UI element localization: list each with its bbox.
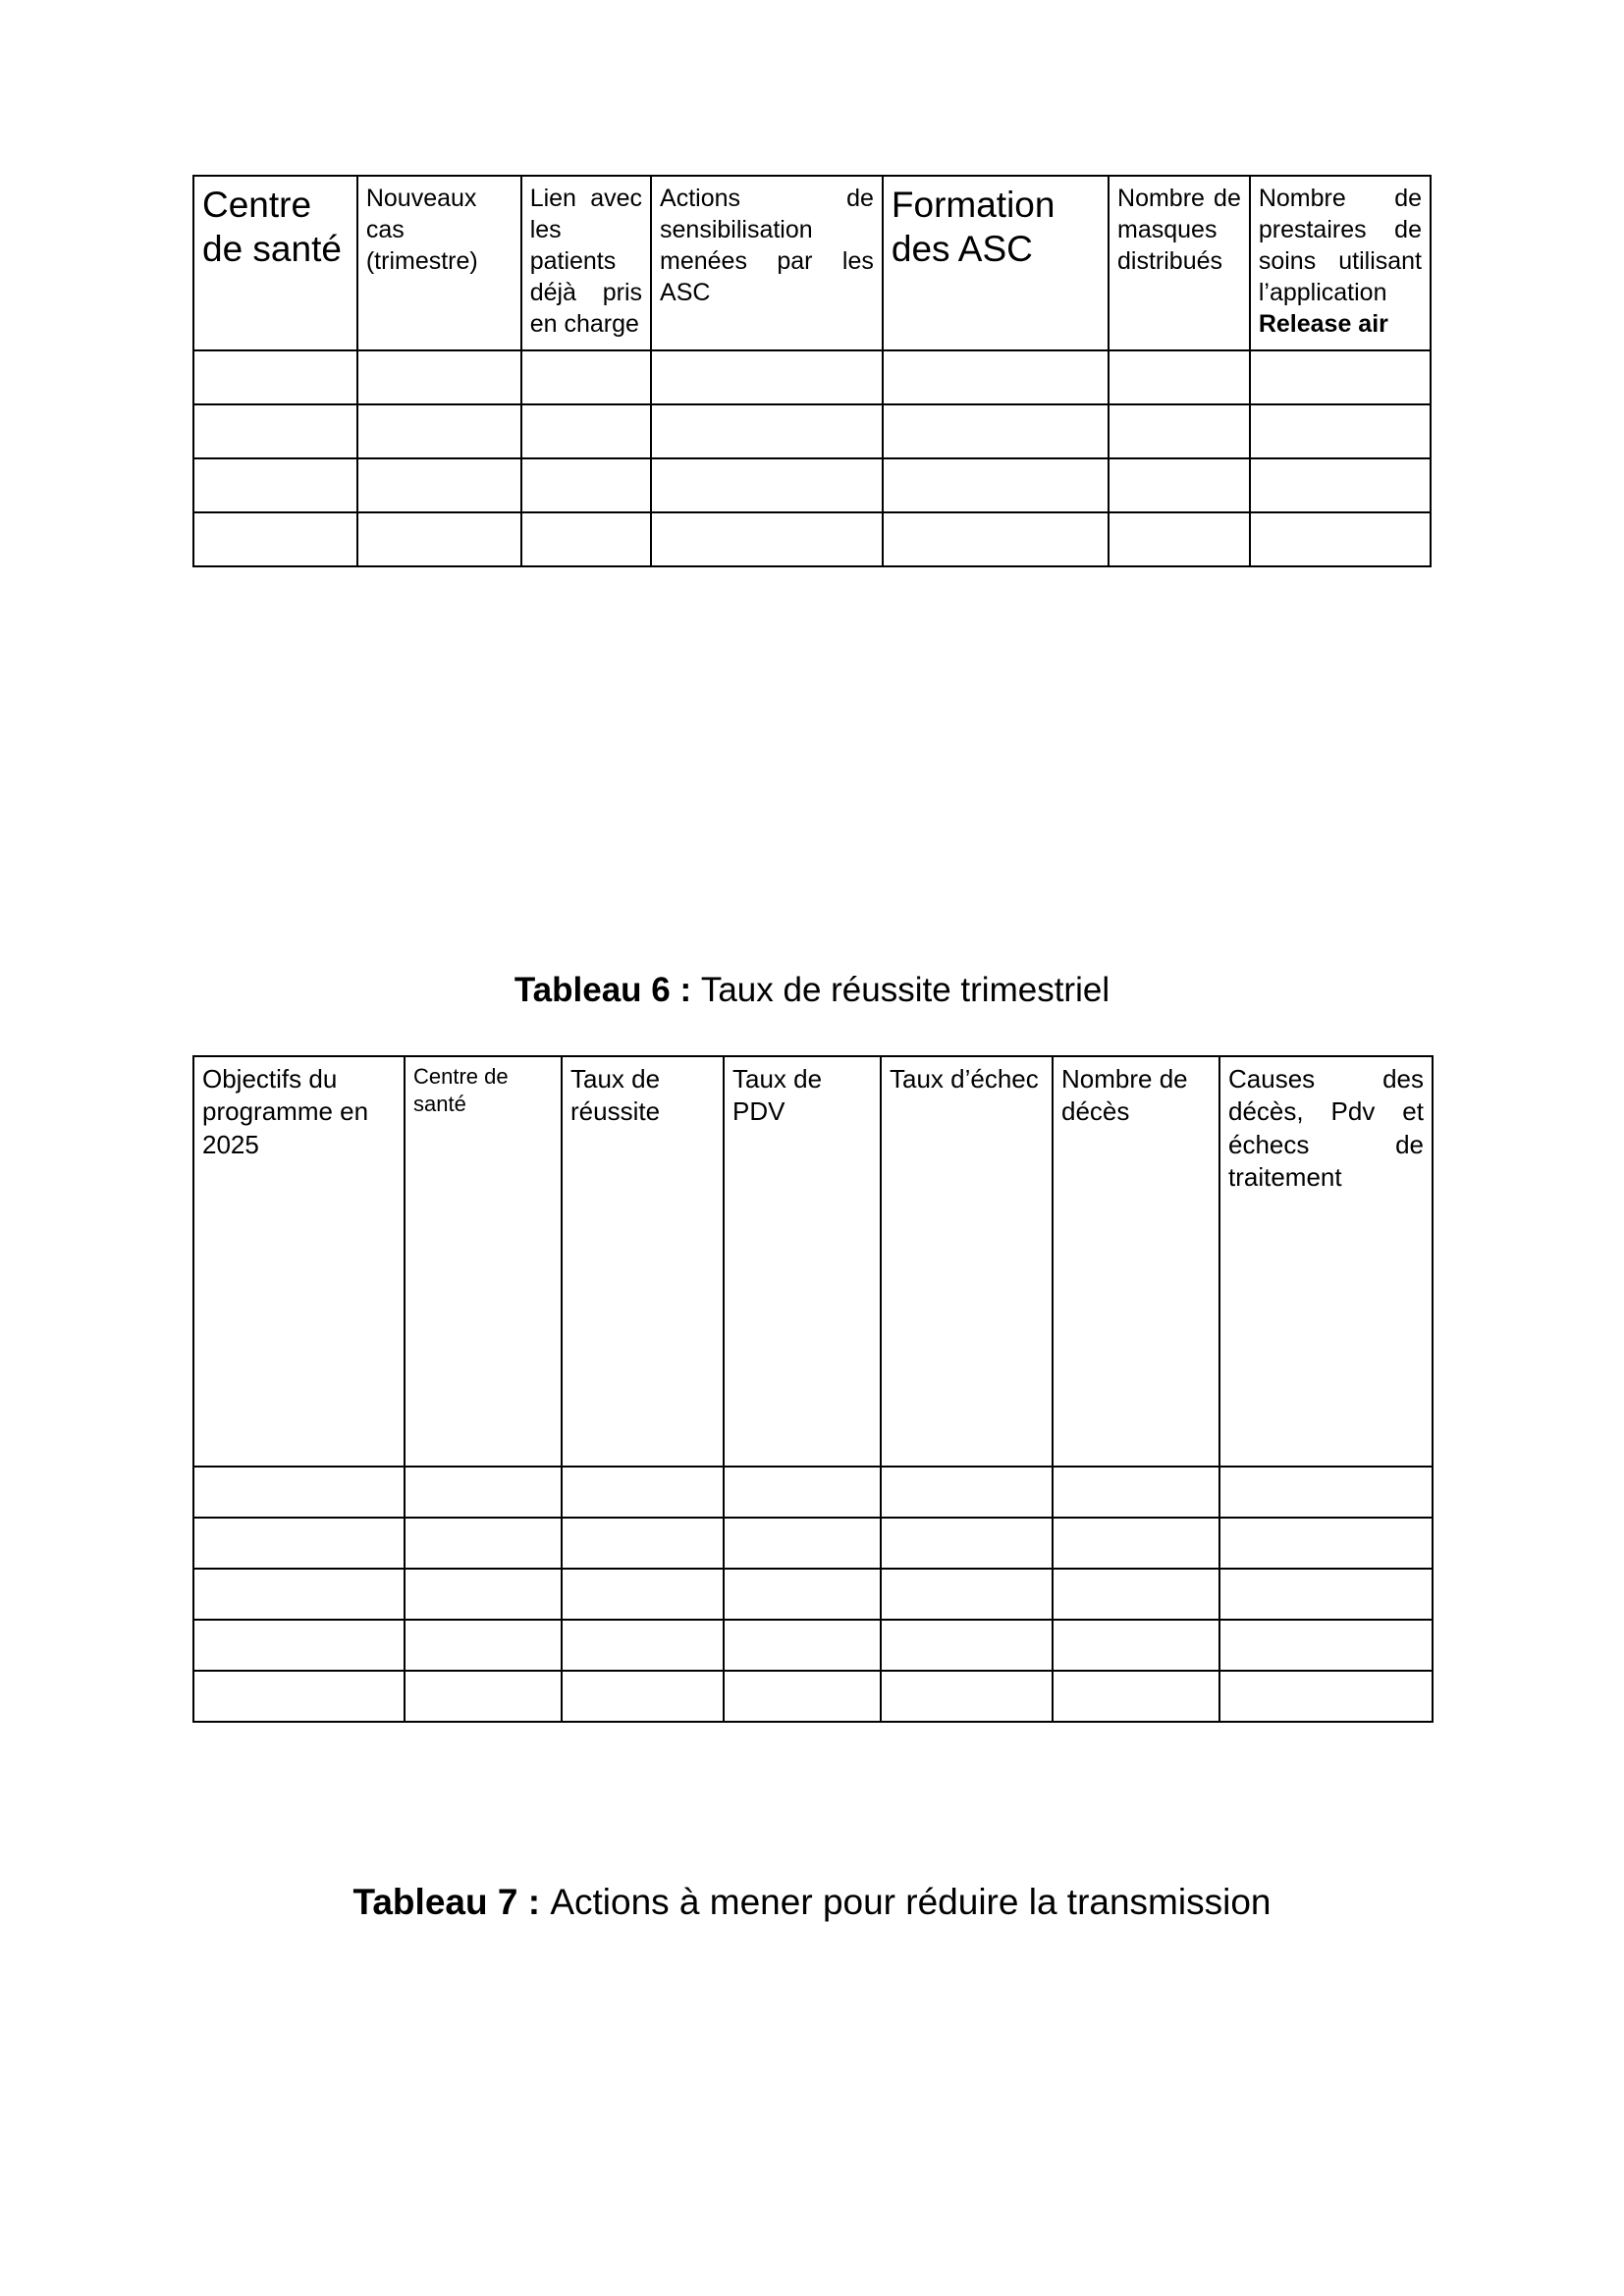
cell-empty[interactable] — [193, 1518, 405, 1569]
cell-empty[interactable] — [405, 1671, 562, 1722]
cell-empty[interactable] — [562, 1569, 724, 1620]
cell-empty[interactable] — [521, 458, 651, 512]
cell-empty[interactable] — [1109, 404, 1250, 458]
header-formation-asc: Formation des ASC — [883, 176, 1109, 350]
cell-empty[interactable] — [1053, 1518, 1219, 1569]
header-actions-sensibilisation: Actions de sensibilisation menées par les ASC — [651, 176, 883, 350]
table-row — [193, 350, 1431, 404]
cell-empty[interactable] — [1219, 1569, 1433, 1620]
cell-empty[interactable] — [724, 1620, 881, 1671]
cell-empty[interactable] — [193, 1620, 405, 1671]
cell-empty[interactable] — [883, 512, 1109, 566]
table-header-row — [193, 176, 1431, 350]
cell-empty[interactable] — [651, 512, 883, 566]
caption-7-text: Actions à mener pour réduire la transmission — [550, 1882, 1272, 1922]
cell-empty[interactable] — [357, 512, 521, 566]
header-prestataires-application — [1250, 176, 1431, 350]
cell-empty[interactable] — [193, 1671, 405, 1722]
cell-empty[interactable] — [881, 1518, 1053, 1569]
cell-empty[interactable] — [193, 1467, 405, 1518]
cell-empty[interactable] — [881, 1620, 1053, 1671]
cell-empty[interactable] — [1250, 512, 1431, 566]
cell-empty[interactable] — [1053, 1671, 1219, 1722]
cell-empty[interactable] — [1219, 1467, 1433, 1518]
cell-empty[interactable] — [521, 404, 651, 458]
caption-6-text: Taux de réussite trimestriel — [700, 971, 1110, 1009]
header-masques-distribues: Nombre de masques distribués — [1109, 176, 1250, 350]
cell-empty[interactable] — [1053, 1467, 1219, 1518]
table-taux-de-reussite — [192, 1055, 1434, 1723]
table-row — [193, 1518, 1433, 1569]
cell-empty[interactable] — [193, 458, 357, 512]
cell-empty[interactable] — [405, 1518, 562, 1569]
header-prestataires-text: Nombre de prestaires de soins utilisant l’application — [1258, 185, 1422, 306]
cell-empty[interactable] — [1109, 512, 1250, 566]
cell-empty[interactable] — [883, 350, 1109, 404]
cell-empty[interactable] — [724, 1569, 881, 1620]
header-nombre-de-deces: Nombre de décès — [1053, 1056, 1219, 1467]
header-centre-de-sante: Centre de santé — [405, 1056, 562, 1467]
caption-6-lead: Tableau 6 : — [514, 971, 701, 1009]
table-header-row — [193, 1056, 1433, 1467]
cell-empty[interactable] — [405, 1569, 562, 1620]
cell-empty[interactable] — [651, 458, 883, 512]
header-causes-deces: Causes des décès, Pdv et échecs de traitement — [1219, 1056, 1433, 1467]
header-lien-patients: Lien avec les patients déjà pris en charge — [521, 176, 651, 350]
cell-empty[interactable] — [193, 404, 357, 458]
cell-empty[interactable] — [651, 404, 883, 458]
table-row — [193, 1467, 1433, 1518]
cell-empty[interactable] — [881, 1569, 1053, 1620]
cell-empty[interactable] — [193, 1569, 405, 1620]
caption-tableau-7 — [216, 1875, 1408, 1930]
cell-empty[interactable] — [1250, 458, 1431, 512]
table-indicateurs-asc — [192, 175, 1432, 567]
cell-empty[interactable] — [724, 1671, 881, 1722]
cell-empty[interactable] — [357, 458, 521, 512]
cell-empty[interactable] — [1219, 1518, 1433, 1569]
cell-empty[interactable] — [1109, 350, 1250, 404]
cell-empty[interactable] — [883, 458, 1109, 512]
cell-empty[interactable] — [883, 404, 1109, 458]
table-row — [193, 1671, 1433, 1722]
cell-empty[interactable] — [1109, 458, 1250, 512]
cell-empty[interactable] — [724, 1518, 881, 1569]
cell-empty[interactable] — [521, 350, 651, 404]
cell-empty[interactable] — [357, 350, 521, 404]
cell-empty[interactable] — [724, 1467, 881, 1518]
cell-empty[interactable] — [405, 1467, 562, 1518]
header-nouveaux-cas: Nouveaux cas (trimestre) — [357, 176, 521, 350]
table-row — [193, 1620, 1433, 1671]
cell-empty[interactable] — [562, 1620, 724, 1671]
cell-empty[interactable] — [193, 350, 357, 404]
cell-empty[interactable] — [1219, 1620, 1433, 1671]
table-row — [193, 404, 1431, 458]
header-taux-de-reussite: Taux de réussite — [562, 1056, 724, 1467]
cell-empty[interactable] — [562, 1518, 724, 1569]
header-taux-de-pdv: Taux de PDV — [724, 1056, 881, 1467]
table-row — [193, 458, 1431, 512]
cell-empty[interactable] — [651, 350, 883, 404]
cell-empty[interactable] — [193, 512, 357, 566]
cell-empty[interactable] — [881, 1467, 1053, 1518]
cell-empty[interactable] — [1053, 1569, 1219, 1620]
cell-empty[interactable] — [357, 404, 521, 458]
cell-empty[interactable] — [405, 1620, 562, 1671]
cell-empty[interactable] — [1250, 350, 1431, 404]
table-row — [193, 1569, 1433, 1620]
header-release-air-text: Release air — [1258, 310, 1388, 338]
cell-empty[interactable] — [562, 1671, 724, 1722]
cell-empty[interactable] — [1053, 1620, 1219, 1671]
cell-empty[interactable] — [521, 512, 651, 566]
table-row — [193, 512, 1431, 566]
cell-empty[interactable] — [881, 1671, 1053, 1722]
header-taux-echec: Taux d’échec — [881, 1056, 1053, 1467]
cell-empty[interactable] — [562, 1467, 724, 1518]
header-objectifs-programme: Objectifs du programme en 2025 — [193, 1056, 405, 1467]
cell-empty[interactable] — [1219, 1671, 1433, 1722]
caption-tableau-6 — [0, 967, 1624, 1013]
caption-7-lead: Tableau 7 : — [352, 1882, 551, 1922]
header-centre-de-sante: Centre de santé — [193, 176, 357, 350]
cell-empty[interactable] — [1250, 404, 1431, 458]
